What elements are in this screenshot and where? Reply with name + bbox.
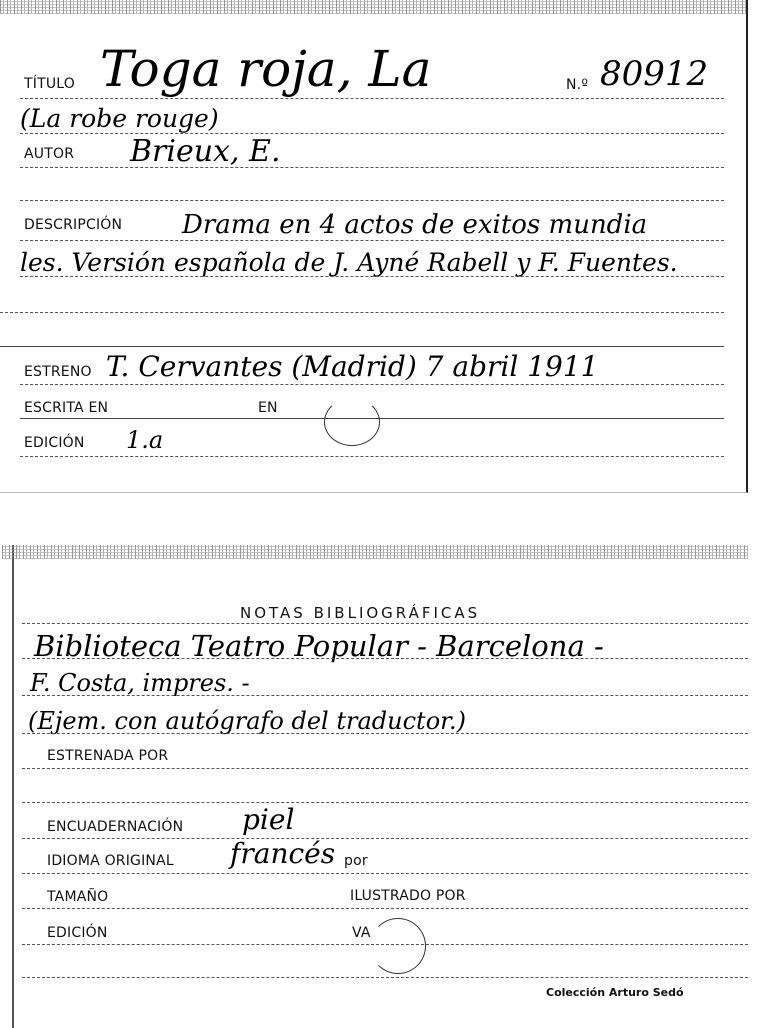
autor-value: Brieux, E. <box>130 134 281 169</box>
idioma-original-value: francés <box>230 837 336 870</box>
notas-line-3: (Ejem. con autógrafo del traductor.) <box>28 707 466 735</box>
estreno-label: ESTRENO <box>24 364 92 380</box>
encuadernacion-value: piel <box>242 803 295 836</box>
catalog-card-bottom <box>12 545 748 1028</box>
en-label: EN <box>258 400 278 416</box>
titulo-value: Toga roja, La <box>100 40 432 98</box>
va-label: VA <box>352 925 371 941</box>
encuadernacion-label: ENCUADERNACIÓN <box>47 819 184 835</box>
notas-header: NOTAS BIBLIOGRÁFICAS <box>240 604 481 622</box>
card-bottom-edge <box>2 545 748 559</box>
edicion-value: 1.a <box>126 426 164 454</box>
autor-label: AUTOR <box>24 146 75 162</box>
estreno-value: T. Cervantes (Madrid) 7 abril 1911 <box>106 350 599 383</box>
idioma-original-label: IDIOMA ORIGINAL <box>47 853 174 869</box>
numero-value: 80912 <box>600 54 709 94</box>
stamp-circle-bottom <box>370 918 426 974</box>
escrita-en-label: ESCRITA EN <box>24 400 109 416</box>
estrenada-por-label: ESTRENADA POR <box>47 748 169 764</box>
descripcion-line-2: les. Versión española de J. Ayné Rabell y F. Fuentes. <box>20 248 678 277</box>
descripcion-line-1: Drama en 4 actos de exitos mundia <box>182 210 648 240</box>
descripcion-label: DESCRIPCIÓN <box>24 217 123 233</box>
titulo-original: (La robe rouge) <box>20 104 219 133</box>
numero-label: N.º <box>566 77 589 93</box>
tamano-label: TAMAÑO <box>47 889 109 905</box>
notas-line-2: F. Costa, impres. - <box>30 669 250 697</box>
edicion-label: EDICIÓN <box>24 435 85 451</box>
titulo-label: TÍTULO <box>24 76 75 92</box>
notas-line-1: Biblioteca Teatro Popular - Barcelona - <box>34 629 604 663</box>
stamp-circle <box>324 398 380 446</box>
collection-credit: Colección Arturo Sedó <box>546 986 684 999</box>
card-top-edge <box>0 0 746 14</box>
ilustrado-por-label: ILUSTRADO POR <box>350 888 466 904</box>
edicion-label-bottom: EDICIÓN <box>47 925 108 941</box>
catalog-card-top <box>0 0 748 493</box>
por-label: por <box>344 853 368 869</box>
